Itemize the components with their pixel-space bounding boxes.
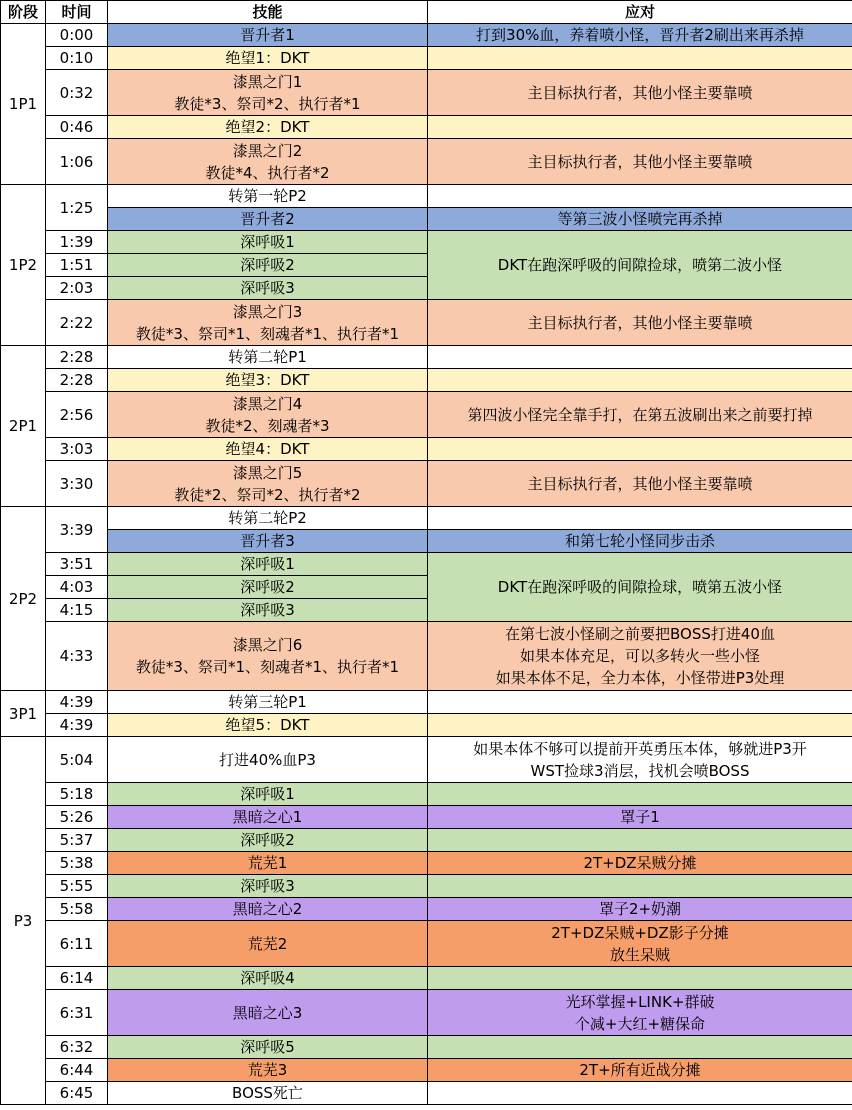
table-row — [1, 990, 852, 1036]
skill-line: 教徒*2、祭司*2、执行者*2 — [174, 485, 361, 504]
skill-cell — [108, 116, 428, 139]
skill-line: 绝望5：DKT — [225, 716, 310, 734]
skill-line: 深呼吸2 — [240, 578, 295, 596]
time-cell: 1:06 — [46, 139, 108, 185]
skill-line: 荒芜1 — [247, 854, 288, 872]
skill-cell — [108, 1036, 428, 1059]
response-cell — [428, 1059, 852, 1082]
time-cell: 6:44 — [46, 1059, 108, 1082]
table-row — [1, 392, 852, 438]
stage-cell: 2P1 — [1, 346, 46, 507]
response-cell — [428, 70, 852, 116]
time-cell: 5:58 — [46, 898, 108, 921]
response-line: 如果本体充足，可以多转火一些小怪 — [519, 647, 760, 665]
skill-cell — [108, 530, 428, 553]
skill-line: 绝望3：DKT — [225, 371, 310, 389]
skill-line: 深呼吸5 — [240, 1038, 295, 1056]
time-cell: 4:39 — [46, 714, 108, 737]
table-row — [1, 852, 852, 875]
table-row — [1, 737, 852, 783]
skill-line: 深呼吸3 — [240, 601, 295, 619]
response-line: 在第七波小怪刷之前要把BOSS打进40血 — [505, 625, 775, 643]
response-cell — [428, 737, 852, 783]
response-cell — [428, 714, 852, 737]
time-cell: 5:18 — [46, 783, 108, 806]
time-cell: 5:04 — [46, 737, 108, 783]
skill-line: 荒芜2 — [247, 934, 288, 953]
table-row — [1, 208, 852, 231]
skill-line: 教徒*4、执行者*2 — [205, 163, 330, 182]
time-cell: 0:00 — [46, 24, 108, 47]
skill-line: 转第三轮P1 — [228, 693, 307, 711]
skill-cell — [108, 139, 428, 185]
skill-cell — [108, 185, 428, 208]
skill-line: 漆黑之门6 — [232, 636, 303, 654]
response-line: 光环掌握+LINK+群破 — [565, 992, 715, 1011]
table-row — [1, 530, 852, 553]
time-cell: 4:15 — [46, 599, 108, 622]
response-cell — [428, 139, 852, 185]
skill-line: 漆黑之门3 — [232, 302, 303, 321]
table-row — [1, 116, 852, 139]
time-cell: 6:31 — [46, 990, 108, 1036]
skill-line: 深呼吸1 — [240, 555, 295, 573]
response-cell — [428, 346, 852, 369]
response-cell — [428, 300, 852, 346]
time-cell: 3:39 — [46, 507, 108, 553]
time-cell: 3:51 — [46, 553, 108, 576]
time-cell: 5:37 — [46, 829, 108, 852]
table-row — [1, 24, 852, 47]
time-cell: 5:38 — [46, 852, 108, 875]
table-row — [1, 461, 852, 507]
response-line: 主目标执行者，其他小怪主要靠喷 — [527, 313, 753, 332]
response-cell — [428, 392, 852, 438]
stage-cell: 1P2 — [1, 185, 46, 346]
time-cell: 1:25 — [46, 185, 108, 231]
skill-cell — [108, 599, 428, 622]
table-body — [1, 24, 852, 1105]
skill-cell — [108, 714, 428, 737]
skill-line: 黑暗之心2 — [232, 900, 303, 918]
skill-cell — [108, 300, 428, 346]
skill-line: 深呼吸2 — [240, 256, 295, 274]
table-row — [1, 875, 852, 898]
response-line: 第四波小怪完全靠手打，在第五波刷出来之前要打掉 — [467, 405, 813, 424]
response-cell — [428, 369, 852, 392]
time-cell: 5:26 — [46, 806, 108, 829]
response-cell — [428, 990, 852, 1036]
skill-line: 绝望1：DKT — [225, 49, 310, 67]
skill-line: 漆黑之门5 — [232, 463, 303, 482]
table-row — [1, 438, 852, 461]
response-cell — [428, 622, 852, 691]
skill-cell — [108, 438, 428, 461]
skill-cell — [108, 875, 428, 898]
response-line: DKT在跑深呼吸的间隙捡球，喷第五波小怪 — [497, 578, 783, 596]
response-cell — [428, 231, 852, 300]
skill-cell — [108, 346, 428, 369]
table-row — [1, 139, 852, 185]
skill-cell — [108, 1082, 428, 1105]
table-row — [1, 1036, 852, 1059]
table-row — [1, 714, 852, 737]
time-cell: 3:03 — [46, 438, 108, 461]
skill-cell — [108, 829, 428, 852]
skill-cell — [108, 806, 428, 829]
stage-cell: P3 — [1, 737, 46, 1105]
skill-cell — [108, 783, 428, 806]
skill-line: 教徒*3、祭司*1、刻魂者*1、执行者*1 — [135, 658, 400, 676]
response-line: 和第七轮小怪同步击杀 — [564, 532, 715, 550]
response-line: WST捡球3消层，找机会喷BOSS — [530, 761, 750, 780]
time-cell: 6:11 — [46, 921, 108, 967]
time-cell: 0:10 — [46, 47, 108, 70]
time-cell: 4:03 — [46, 576, 108, 599]
table-row — [1, 829, 852, 852]
time-cell: 6:14 — [46, 967, 108, 990]
response-cell — [428, 829, 852, 852]
response-line: 主目标执行者，其他小怪主要靠喷 — [527, 152, 753, 171]
skill-cell — [108, 47, 428, 70]
skill-cell — [108, 392, 428, 438]
table-row — [1, 231, 852, 254]
skill-line: 晋升者2 — [240, 210, 295, 228]
table-row — [1, 185, 852, 208]
response-cell — [428, 553, 852, 622]
skill-cell — [108, 622, 428, 691]
skill-cell — [108, 852, 428, 875]
skill-cell — [108, 737, 428, 783]
response-cell — [428, 783, 852, 806]
skill-cell — [108, 369, 428, 392]
stage-cell: 3P1 — [1, 691, 46, 737]
skill-cell — [108, 553, 428, 576]
skill-line: 深呼吸1 — [240, 233, 295, 251]
skill-cell — [108, 277, 428, 300]
table-row — [1, 622, 852, 691]
time-cell: 2:28 — [46, 369, 108, 392]
header-skill: 技能 — [108, 1, 428, 24]
table-row — [1, 507, 852, 530]
skill-line: 荒芜3 — [247, 1061, 288, 1079]
skill-line: 黑暗之心3 — [232, 1003, 303, 1022]
response-cell — [428, 691, 852, 714]
table-row — [1, 898, 852, 921]
table-row — [1, 921, 852, 967]
time-cell: 6:32 — [46, 1036, 108, 1059]
response-line: 2T+所有近战分摊 — [579, 1061, 701, 1079]
skill-line: 转第二轮P2 — [228, 509, 307, 527]
response-cell — [428, 185, 852, 208]
skill-cell — [108, 990, 428, 1036]
table-row — [1, 1059, 852, 1082]
time-cell: 0:46 — [46, 116, 108, 139]
response-cell — [428, 806, 852, 829]
response-line: 如果本体不足，全力本体，小怪带进P3处理 — [495, 669, 785, 687]
response-cell — [428, 921, 852, 967]
response-cell — [428, 530, 852, 553]
skill-cell — [108, 231, 428, 254]
table-row — [1, 806, 852, 829]
skill-line: 教徒*2、刻魂者*3 — [205, 416, 330, 435]
response-line: 2T+DZ呆贼分摊 — [583, 854, 697, 872]
skill-line: 转第一轮P2 — [228, 187, 307, 205]
skill-line: 转第二轮P1 — [228, 348, 307, 366]
time-cell: 2:28 — [46, 346, 108, 369]
header-response: 应对 — [428, 1, 852, 24]
table-row — [1, 47, 852, 70]
response-cell — [428, 852, 852, 875]
response-cell — [428, 208, 852, 231]
response-line: 放生呆贼 — [609, 945, 670, 964]
skill-cell — [108, 70, 428, 116]
skill-line: 黑暗之心1 — [232, 808, 303, 826]
skill-line: 深呼吸3 — [240, 279, 295, 297]
response-line: 主目标执行者，其他小怪主要靠喷 — [527, 474, 753, 493]
table-row — [1, 300, 852, 346]
response-line: 等第三波小怪喷完再杀掉 — [557, 210, 723, 228]
response-line: 如果本体不够可以提前开英勇压本体，够就进P3开 — [473, 739, 807, 758]
skill-line: 绝望4：DKT — [225, 440, 310, 458]
time-cell: 6:45 — [46, 1082, 108, 1105]
response-line: DKT在跑深呼吸的间隙捡球，喷第二波小怪 — [497, 256, 783, 274]
skill-line: 深呼吸2 — [240, 831, 295, 849]
time-cell: 2:03 — [46, 277, 108, 300]
response-cell — [428, 461, 852, 507]
table-row — [1, 783, 852, 806]
time-cell: 1:51 — [46, 254, 108, 277]
skill-cell — [108, 254, 428, 277]
skill-cell — [108, 1059, 428, 1082]
response-line: 罩子2+奶潮 — [598, 900, 682, 918]
skill-line: 教徒*3、祭司*2、执行者*1 — [174, 94, 361, 113]
skill-line: 绝望2：DKT — [225, 118, 310, 136]
header-stage: 阶段 — [1, 1, 46, 24]
time-cell: 2:56 — [46, 392, 108, 438]
skill-line: 教徒*3、祭司*1、刻魂者*1、执行者*1 — [135, 324, 400, 343]
skill-line: 漆黑之门1 — [232, 72, 303, 91]
skill-line: 晋升者1 — [240, 26, 295, 44]
time-cell: 1:39 — [46, 231, 108, 254]
skill-cell — [108, 576, 428, 599]
time-cell: 3:30 — [46, 461, 108, 507]
table-row — [1, 553, 852, 576]
table-row — [1, 70, 852, 116]
response-cell — [428, 116, 852, 139]
response-cell — [428, 1036, 852, 1059]
response-cell — [428, 898, 852, 921]
skill-cell — [108, 507, 428, 530]
stage-cell: 2P2 — [1, 507, 46, 691]
response-cell — [428, 875, 852, 898]
skill-line: 晋升者3 — [240, 532, 295, 550]
response-cell — [428, 1082, 852, 1105]
response-line: 罩子1 — [620, 808, 660, 826]
response-cell — [428, 24, 852, 47]
table-row — [1, 691, 852, 714]
skill-cell — [108, 921, 428, 967]
time-cell: 4:39 — [46, 691, 108, 714]
response-line: 2T+DZ呆贼+DZ影子分摊 — [551, 923, 729, 942]
skill-cell — [108, 691, 428, 714]
response-line: 打到30%血，养着喷小怪，晋升者2刷出来再杀掉 — [476, 26, 804, 44]
skill-line: 深呼吸1 — [240, 785, 295, 803]
time-cell: 2:22 — [46, 300, 108, 346]
response-line: 个减+大红+糖保命 — [574, 1014, 706, 1033]
response-cell — [428, 967, 852, 990]
time-cell: 5:55 — [46, 875, 108, 898]
header-time: 时间 — [46, 1, 108, 24]
skill-line: 深呼吸3 — [240, 877, 295, 895]
stage-cell: 1P1 — [1, 24, 46, 185]
table-row — [1, 967, 852, 990]
time-cell: 4:33 — [46, 622, 108, 691]
skill-line: 漆黑之门4 — [232, 394, 303, 413]
header-row — [1, 1, 852, 24]
table-row — [1, 1082, 852, 1105]
skill-cell — [108, 898, 428, 921]
skill-line: 深呼吸4 — [240, 969, 295, 987]
response-cell — [428, 507, 852, 530]
response-cell — [428, 438, 852, 461]
skill-cell — [108, 461, 428, 507]
skill-line: 漆黑之门2 — [232, 141, 303, 160]
skill-line: BOSS死亡 — [232, 1084, 303, 1102]
table-row — [1, 346, 852, 369]
skill-cell — [108, 24, 428, 47]
skill-line: 打进40%血P3 — [219, 750, 316, 769]
response-line: 主目标执行者，其他小怪主要靠喷 — [527, 83, 753, 102]
skill-cell — [108, 967, 428, 990]
table-row — [1, 369, 852, 392]
time-cell: 0:32 — [46, 70, 108, 116]
skill-cell — [108, 208, 428, 231]
response-cell — [428, 47, 852, 70]
